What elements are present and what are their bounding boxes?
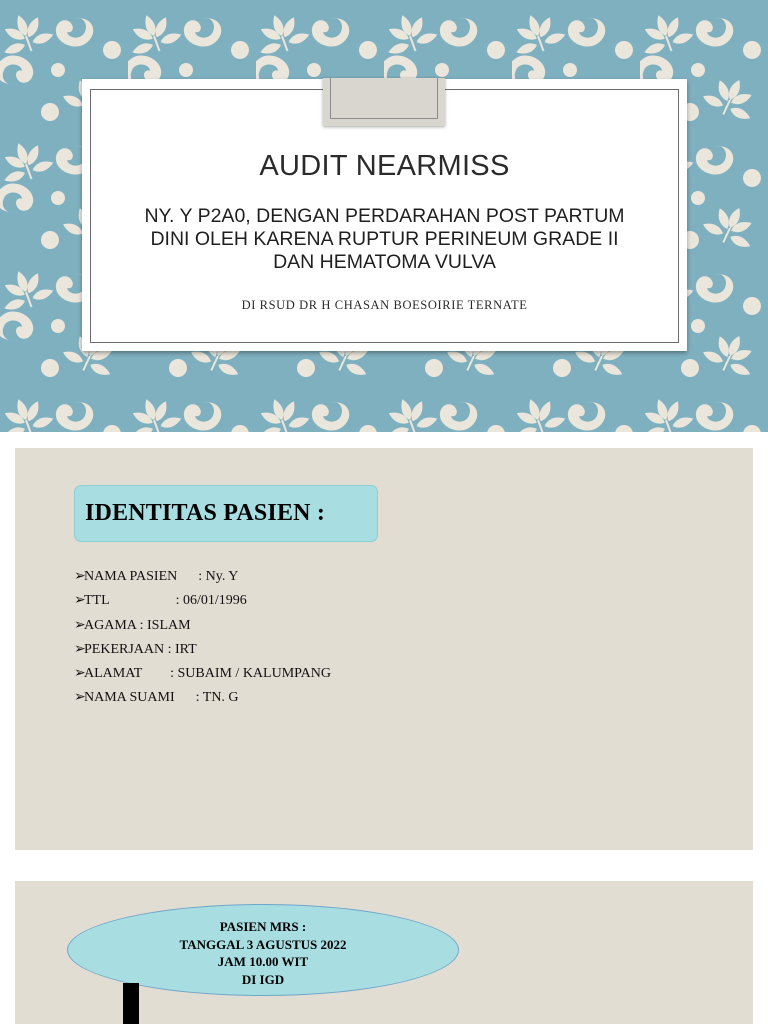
arrow-bullet-icon: ➢ (74, 690, 86, 706)
subtitle-line: DINI OLEH KARENA RUPTUR PERINEUM GRADE II (150, 228, 619, 250)
admission-line: PASIEN MRS : (219, 919, 307, 934)
arrow-bullet-icon: ➢ (74, 617, 86, 633)
title-slide (0, 0, 768, 432)
arrow-bullet-icon: ➢ (74, 569, 86, 584)
admission-text (67, 918, 459, 988)
arrow-bullet-icon: ➢ (74, 641, 86, 657)
identity-slide (15, 448, 753, 850)
list-item-text: TTL : 06/01/1996 (84, 593, 247, 609)
slide-subtitle (112, 205, 657, 274)
admission-slide (15, 881, 753, 1024)
arrow-bullet-icon: ➢ (74, 666, 86, 682)
slide-title: AUDIT NEARMISS (259, 150, 510, 182)
list-item (74, 689, 331, 713)
list-item-text: NAMA SUAMI : TN. G (84, 690, 239, 706)
admission-line: TANGGAL 3 AGUSTUS 2022 (179, 936, 347, 952)
list-item (74, 592, 331, 616)
list-item (74, 665, 331, 689)
flow-connector (123, 983, 139, 1024)
list-item-text: AGAMA : ISLAM (84, 617, 191, 633)
subtitle-line: DAN HEMATOMA VULVA (273, 251, 496, 273)
section-heading: IDENTITAS PASIEN : (85, 500, 326, 526)
list-item-text: NAMA PASIEN : Ny. Y (84, 569, 239, 584)
subtitle-line: NY. Y P2A0, DENGAN PERDARAHAN POST PARTUM (144, 205, 625, 227)
section-heading-box (74, 485, 378, 542)
slide-location: DI RSUD DR H CHASAN BOESOIRIE TERNATE (241, 298, 528, 312)
arrow-bullet-icon: ➢ (74, 593, 86, 609)
title-card (82, 79, 687, 351)
list-item-text: ALAMAT : SUBAIM / KALUMPANG (84, 666, 331, 682)
list-item (74, 617, 331, 641)
list-item (74, 568, 331, 592)
list-item (74, 641, 331, 665)
title-card-tab (323, 78, 445, 126)
title-card-tab-frame (330, 78, 438, 119)
admission-line: JAM 10.00 WIT (217, 954, 309, 969)
identity-list (74, 568, 331, 714)
admission-line: DI IGD (241, 971, 285, 987)
list-item-text: PEKERJAAN : IRT (84, 641, 197, 657)
